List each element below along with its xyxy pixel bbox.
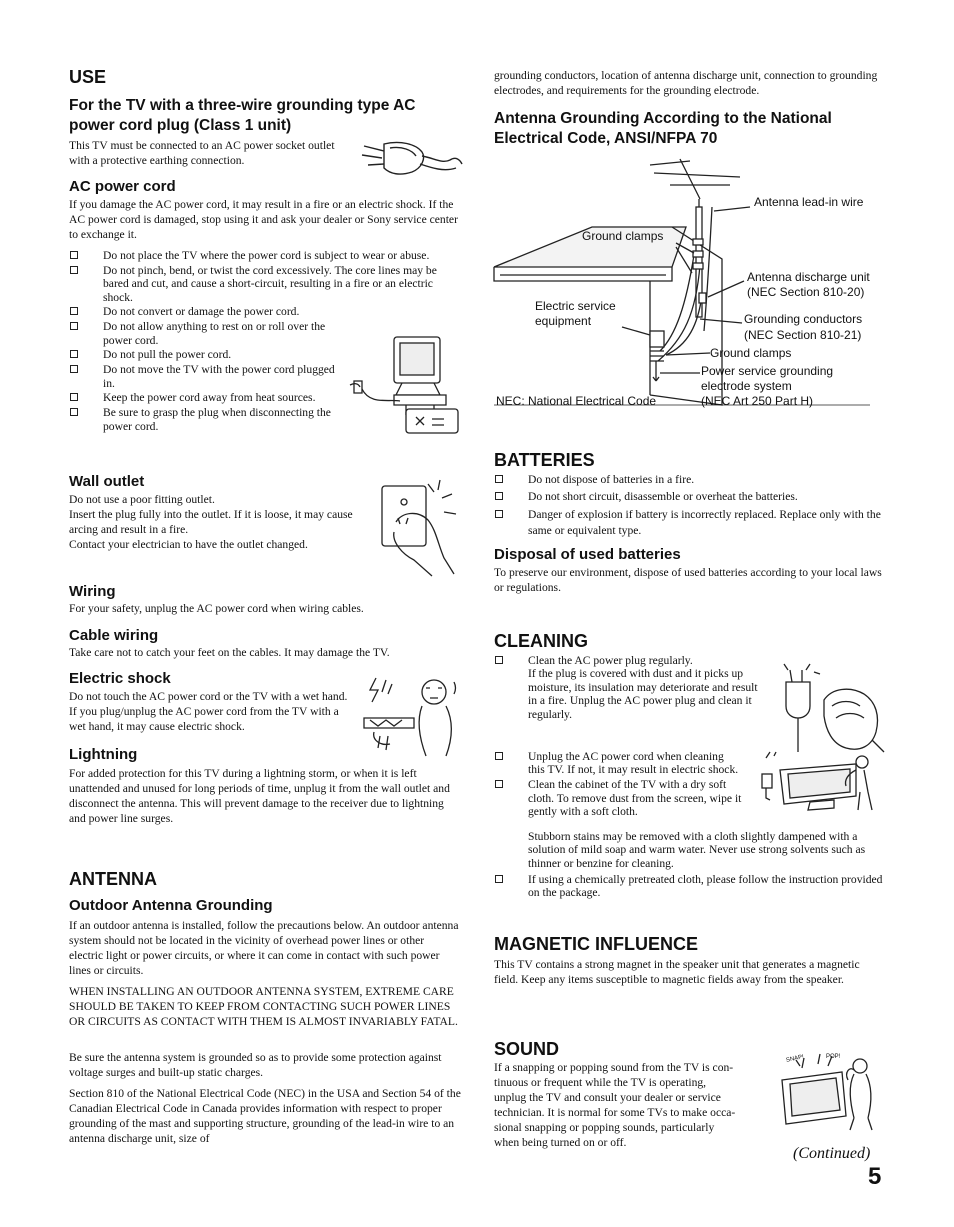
list-item: Do not allow anything to rest on or roll over the power cord. xyxy=(69,320,343,347)
label-electrode-1: Power service grounding xyxy=(701,364,834,378)
list-item: Danger of explosion if battery is incorrectly replaced. Replace only with the same or equivalent type. xyxy=(494,507,886,539)
wiring-heading: Wiring xyxy=(69,583,116,600)
wiping-tv-illustration xyxy=(760,752,876,817)
list-item: Do not short circuit, disassemble or overheat the batteries. xyxy=(494,489,886,505)
list-item: Unplug the AC power cord when cleaning this TV. If not, it may result in electric shock. xyxy=(494,750,742,777)
label-grounding-cond-1: Grounding conductors xyxy=(744,312,863,326)
cleaning-b3-part2: Stubborn stains may be removed with a cloth slightly dampened with a solution of mild soap and warm water. Never use strong solvents such as thinner or benzine for cleaning. xyxy=(528,830,866,870)
antenna-para-3: Be sure the antenna system is grounded so as to provide some protection against voltage surges and built-up static charges. xyxy=(69,1051,442,1079)
class1-text: This TV must be connected to an AC power socket outlet with a protective earthing connection. xyxy=(69,139,335,167)
list-item: Do not dispose of batteries in a fire. xyxy=(494,472,886,488)
wet-hand-shock-illustration xyxy=(360,676,460,767)
magnetic-text: This TV contains a strong magnet in the speaker unit that generates a magnetic field. Keep any items susceptible to magnetic fields away from the speaker. xyxy=(494,958,860,986)
ac-cord-heading: AC power cord xyxy=(69,178,176,195)
wall-line-3: Contact your electrician to have the outlet changed. xyxy=(69,538,308,551)
cable-wiring-heading: Cable wiring xyxy=(69,627,159,644)
three-prong-plug-illustration xyxy=(360,134,464,187)
label-nec: NEC: National Electrical Code xyxy=(496,394,657,408)
lightning-text: For added protection for this TV during a lightning storm, or when it is left unattended and unused for long periods of time, unplug it from the wall outlet and disconnect the antenna. This will prevent damage to the receiver due to lightning and power line surges. xyxy=(69,767,450,825)
antenna-title: ANTENNA xyxy=(69,869,157,889)
list-item: Do not move the TV with the power cord plugged in. xyxy=(69,363,343,390)
sound-line: If a snapping or popping sound from the TV is con- xyxy=(494,1061,734,1074)
wall-line-1: Do not use a poor fitting outlet. xyxy=(69,493,215,506)
label-ground-clamps-top: Ground clamps xyxy=(582,229,664,243)
label-ground-clamps-bottom: Ground clamps xyxy=(710,346,792,360)
label-grounding-cond-2: (NEC Section 810-21) xyxy=(744,328,862,342)
use-title: USE xyxy=(69,67,107,87)
sound-line: unplug the TV and consult your dealer or service xyxy=(494,1091,721,1104)
sound-line: technician. It is normal for some TVs to make occa- xyxy=(494,1106,736,1119)
continued-label: (Continued) xyxy=(793,1145,871,1162)
lightning-heading: Lightning xyxy=(69,746,138,763)
magnetic-title: MAGNETIC INFLUENCE xyxy=(494,934,698,954)
class1-heading: For the TV with a three-wire grounding type AC power cord plug (Class 1 unit) xyxy=(69,97,416,134)
electric-shock-heading: Electric shock xyxy=(69,670,171,687)
batteries-title: BATTERIES xyxy=(494,450,595,470)
snap-label: SNAP! xyxy=(785,1054,805,1064)
antenna-para-4-continued: grounding conductors, location of antenna discharge unit, connection to grounding electrodes, and requirements for the grounding electrode. xyxy=(494,69,878,97)
cleaning-title: CLEANING xyxy=(494,631,588,651)
nec-heading: Antenna Grounding According to the National Electrical Code, ANSI/NFPA 70 xyxy=(494,110,832,147)
list-item: Do not convert or damage the power cord. xyxy=(69,305,343,318)
sound-line: sional snapping or popping sounds, particularly xyxy=(494,1121,715,1134)
antenna-para-2: WHEN INSTALLING AN OUTDOOR ANTENNA SYSTEM, EXTREME CARE SHOULD BE TAKEN TO KEEP FROM CONTACTING SUCH POWER LINES OR CIRCUITS AS CONTACT WITH THEM IS ALMOST INVARIABLY FATAL. xyxy=(69,985,458,1028)
sound-line: tinuous or frequent while the TV is operating, xyxy=(494,1076,707,1089)
label-discharge-2: (NEC Section 810-20) xyxy=(747,285,865,299)
label-electrode-2: electrode system xyxy=(701,379,792,393)
wiring-text: For your safety, unplug the AC power cord when wiring cables. xyxy=(69,602,364,615)
page-number: 5 xyxy=(868,1163,882,1190)
pop-label: POP! xyxy=(826,1054,841,1060)
label-electrode-3: (NEC Art 250 Part H) xyxy=(701,394,814,408)
plug-cleaning-illustration xyxy=(780,660,886,759)
label-discharge-1: Antenna discharge unit xyxy=(747,270,870,284)
snapping-tv-illustration xyxy=(778,1046,882,1137)
disposal-heading: Disposal of used batteries xyxy=(494,546,681,563)
list-item: Do not pull the power cord. xyxy=(69,348,343,361)
label-service-eq-1: Electric service xyxy=(535,299,616,313)
list-item: Be sure to grasp the plug when disconnecting the power cord. xyxy=(69,406,353,433)
electric-shock-text: Do not touch the AC power cord or the TV with a wet hand. If you plug/unplug the AC power cord from the TV with a wet hand, it may cause electric shock. xyxy=(69,690,348,733)
cable-wiring-text: Take care not to catch your feet on the cables. It may damage the TV. xyxy=(69,646,390,659)
wall-line-2: Insert the plug fully into the outlet. If it is loose, it may cause arcing and result in a fire. xyxy=(69,508,353,536)
list-item: Do not pinch, bend, or twist the cord excessively. The core lines may be bared and cut, and cause a short-circuit, resulting in a fire or an electric shock. xyxy=(69,264,459,304)
list-item: Clean the cabinet of the TV with a dry soft cloth. To remove dust from the screen, wipe it gently with a soft cloth. xyxy=(494,778,742,818)
ac-cord-text: If you damage the AC power cord, it may result in a fire or an electric shock. If the AC power cord is damaged, stop using it and ask your dealer or Sony service center to exchange it. xyxy=(69,198,458,241)
outdoor-grounding-heading: Outdoor Antenna Grounding xyxy=(69,897,273,914)
batteries-bullet-list xyxy=(494,472,886,540)
antenna-para-1: If an outdoor antenna is installed, follow the precautions below. An outdoor antenna system should not be located in the vicinity of overhead power lines or other electric light or power circuits, or where it can come in contact with such power lines or circuits. xyxy=(69,919,459,977)
hand-at-outlet-illustration xyxy=(378,478,462,585)
sound-text xyxy=(494,1060,774,1150)
sound-title: SOUND xyxy=(494,1039,560,1059)
cleaning-bullet-list-3 xyxy=(494,873,886,901)
disposal-text: To preserve our environment, dispose of used batteries according to your local laws or regulations. xyxy=(494,566,882,594)
sound-line: when being turned on or off. xyxy=(494,1136,627,1149)
list-item: Keep the power cord away from heat sources. xyxy=(69,391,383,404)
label-service-eq-2: equipment xyxy=(535,314,592,328)
antenna-grounding-diagram xyxy=(490,155,890,425)
wall-outlet-heading: Wall outlet xyxy=(69,473,145,490)
list-item: If using a chemically pretreated cloth, please follow the instruction provided on the package. xyxy=(494,873,886,900)
list-item: Clean the AC power plug regularly. If the plug is covered with dust and it picks up moisture, its insulation may deteriorate and result in a fire. Unplug the AC power plug and clean it regularly. xyxy=(494,654,763,721)
tv-on-cord-illustration xyxy=(348,335,460,442)
antenna-para-4: Section 810 of the National Electrical Code (NEC) in the USA and Section 54 of the Canadian Electrical Code in Canada provides information with respect to proper grounding of the mast and supporting structure, grounding of the lead-in wire to an antenna discharge unit, size of xyxy=(69,1087,461,1145)
label-lead-in: Antenna lead-in wire xyxy=(754,195,864,209)
list-item: Do not place the TV where the power cord is subject to wear or abuse. xyxy=(69,249,459,262)
